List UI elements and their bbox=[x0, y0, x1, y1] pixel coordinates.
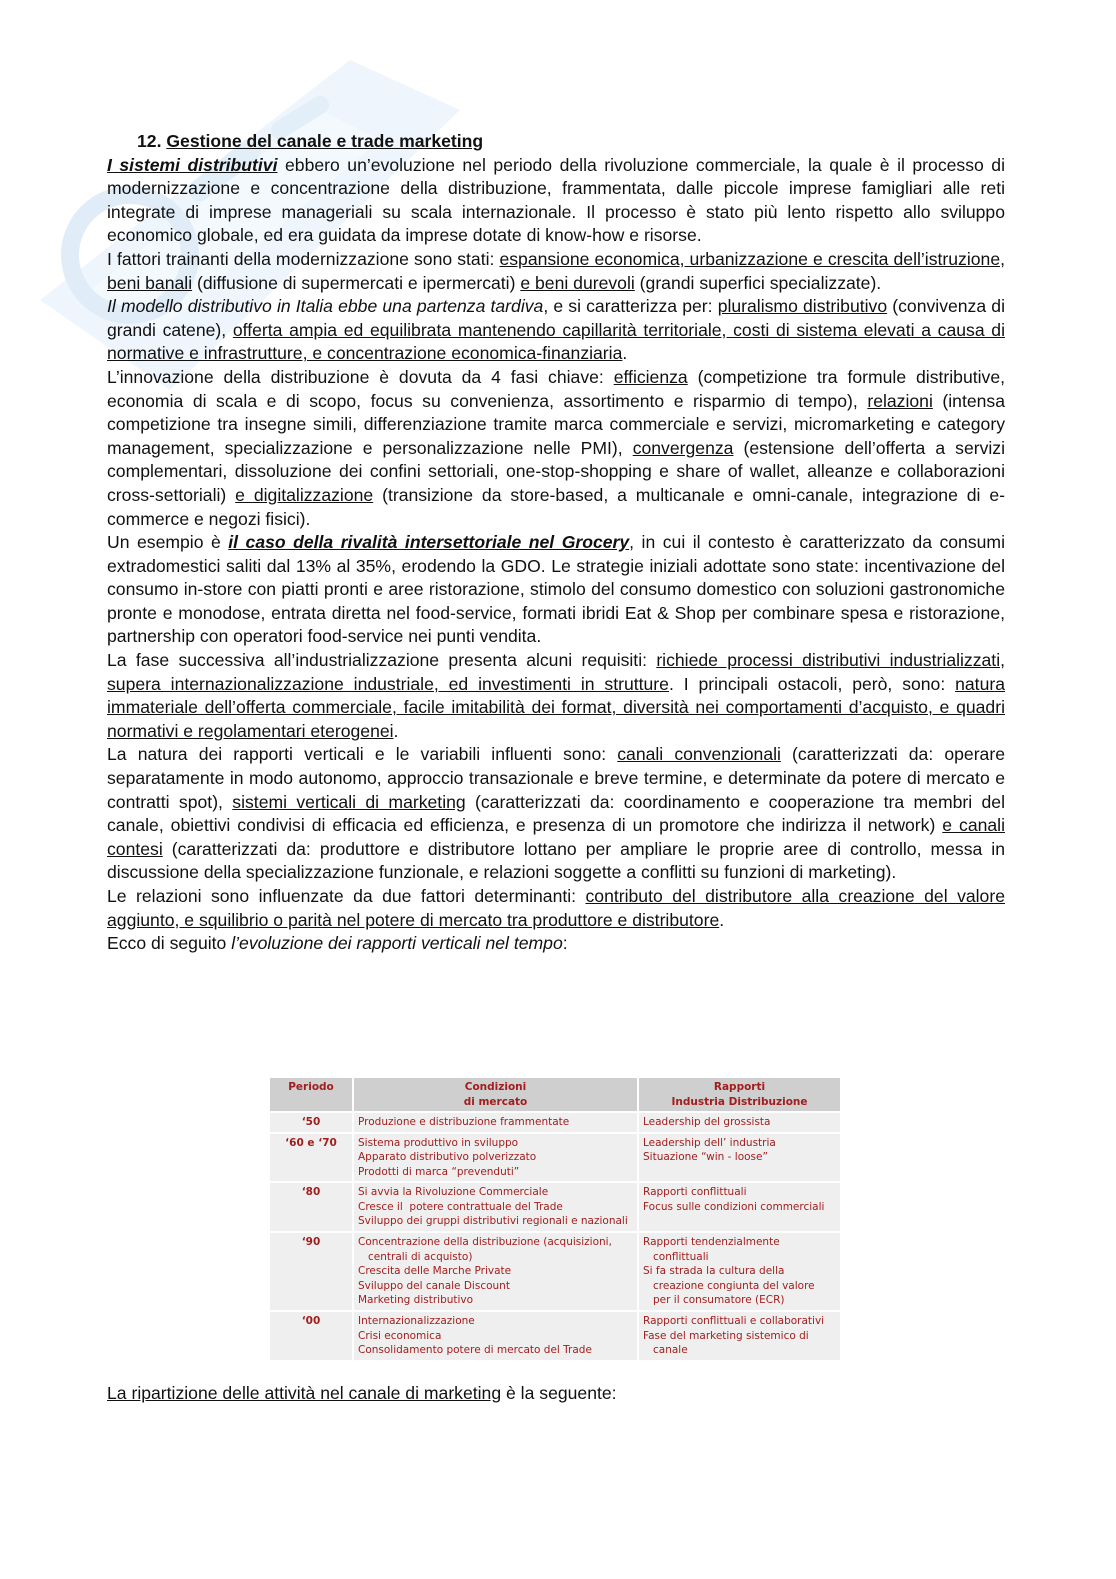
table-row bbox=[270, 1182, 841, 1232]
paragraph-text: (diffusione di supermercati e ipermercati) bbox=[192, 272, 521, 293]
cell-line: Rapporti conflittuali bbox=[643, 1186, 747, 1199]
underlined-text: relazioni bbox=[867, 390, 933, 411]
underlined-text: espansione economica, urbanizzazione e crescita dell’istruzione, beni banali bbox=[107, 248, 1005, 293]
paragraph-text: Ecco di seguito bbox=[107, 933, 232, 954]
paragraph-text: è la seguente: bbox=[501, 1383, 617, 1403]
cell-periodo: ‘60 e ‘70 bbox=[270, 1133, 353, 1183]
paragraph-text: (caratterizzati da: coordinamento e cooperazione tra membri del canale, obiettivi condivisi di efficacia ed efficienza, e presenza di un promotore che indirizza il network) bbox=[107, 791, 1005, 836]
cell-periodo: ‘00 bbox=[270, 1311, 353, 1361]
section-number: 12. bbox=[137, 131, 167, 151]
cell-line: Situazione “win - loose” bbox=[643, 1151, 768, 1164]
cell-condizioni bbox=[353, 1311, 638, 1361]
cell-line: Leadership dell’ industria bbox=[643, 1136, 776, 1149]
term-sistemi-distributivi: I sistemi distributivi bbox=[107, 154, 278, 175]
header-rapporti bbox=[638, 1078, 841, 1112]
header-condizioni bbox=[353, 1078, 638, 1112]
cell-condizioni bbox=[353, 1133, 638, 1183]
paragraph-text: (convivenza di grandi catene), bbox=[107, 296, 1005, 340]
paragraph-text: . bbox=[719, 909, 725, 930]
paragraph-text: (estensione dell’offerta a servizi complementari, dissoluzione dei confini settoriali, one-stop-shopping e share of wallet, alleanze e collaborazioni cross-settoriali) bbox=[107, 437, 1005, 505]
table-body bbox=[270, 1112, 841, 1361]
cell-periodo: ‘50 bbox=[270, 1112, 353, 1133]
underlined-text: canali convenzionali bbox=[617, 744, 781, 765]
cell-line: Marketing distributivo bbox=[358, 1294, 474, 1307]
table-header-row bbox=[270, 1078, 841, 1112]
underlined-text: richiede processi distributivi industrializzati, supera internazionalizzazione industriale, ed investimenti in strutture bbox=[107, 650, 1005, 694]
underlined-text: natura immateriale dell’offerta commerciale, facile imitabilità dei format, diversità nei comportamenti d’acquisto, e quadri normativi e regolamentari eterogenei bbox=[107, 673, 1005, 741]
paragraph-text: : bbox=[562, 933, 568, 954]
cell-line: Sviluppo dei gruppi distributivi regionali e nazionali bbox=[358, 1215, 628, 1228]
paragraph-text: Un esempio è bbox=[107, 532, 229, 553]
paragraph-text: Le relazioni sono influenzate da due fattori determinanti: bbox=[107, 886, 586, 906]
cell-line: Leadership del grossista bbox=[643, 1116, 771, 1128]
underlined-text: e beni durevoli bbox=[520, 272, 635, 293]
header-label: Rapporti bbox=[713, 1081, 766, 1093]
section-heading bbox=[107, 130, 1005, 154]
paragraph-text: La natura dei rapporti verticali e le variabili influenti sono: bbox=[107, 744, 618, 765]
cell-rapporti bbox=[638, 1133, 841, 1183]
cell-line: Concentrazione della distribuzione (acquisizioni, bbox=[358, 1236, 612, 1249]
cell-condizioni bbox=[353, 1182, 638, 1232]
paragraph-text: ebbero un’evoluzione nel periodo della rivoluzione commerciale, la quale è il processo di modernizzazione e concentrazione della distribuzione, frammentata, dalle piccole imprese famigliari alle reti integrate di imprese manageriali su scala internazionale. Il processo è stato più lento rispetto allo sviluppo economico globale, ed era guidata da imprese dotate di know-how e risorse. bbox=[107, 154, 1005, 246]
paragraph-fattori-trainanti bbox=[107, 248, 1005, 295]
paragraph-text: (grandi superfici specializzate). bbox=[634, 272, 882, 293]
paragraph-relazioni bbox=[107, 885, 1005, 932]
table-row bbox=[270, 1232, 841, 1311]
cell-condizioni bbox=[353, 1232, 638, 1311]
cell-line: Focus sulle condizioni commerciali bbox=[643, 1200, 825, 1213]
evolution-table bbox=[270, 1078, 842, 1362]
cell-rapporti bbox=[638, 1182, 841, 1232]
cell-line: Si fa strada la cultura della bbox=[643, 1265, 785, 1278]
cell-line: Crescita delle Marche Private bbox=[358, 1265, 512, 1278]
cell-line: Sviluppo del canale Discount bbox=[358, 1279, 510, 1292]
cell-rapporti bbox=[638, 1232, 841, 1311]
paragraph-text: (transizione da store-based, a multicanale e omni-canale, integrazione di e-commerce e negozi fisici). bbox=[107, 484, 1005, 529]
evolution-table-image bbox=[270, 1078, 842, 1362]
underlined-text: efficienza bbox=[613, 366, 688, 387]
header-label: Periodo bbox=[288, 1081, 334, 1093]
paragraph-sistemi-distributivi bbox=[107, 154, 1005, 248]
underlined-text: sistemi verticali di marketing bbox=[232, 791, 466, 812]
paragraph-text: , e si caratterizza per: bbox=[543, 296, 718, 317]
cell-condizioni bbox=[353, 1112, 638, 1133]
underlined-text: La ripartizione delle attività nel canale di marketing bbox=[107, 1383, 502, 1403]
paragraph-text: . I principali ostacoli, però, sono: bbox=[668, 673, 956, 694]
cell-line: Internazionalizzazione bbox=[358, 1315, 475, 1328]
table-row bbox=[270, 1112, 841, 1133]
paragraph-industrializzazione bbox=[107, 649, 1005, 743]
italic-text: l’evoluzione dei rapporti verticali nel tempo bbox=[231, 933, 563, 954]
italic-text: Il modello distributivo in Italia ebbe una partenza tardiva bbox=[107, 296, 544, 317]
underlined-text: offerta ampia ed equilibrata mantenendo capillarità territoriale, costi di sistema elevati a causa di normative e infrastrutture, e concentrazione economica-finanziaria bbox=[107, 319, 1005, 364]
paragraph-text: I fattori trainanti della modernizzazione sono stati: bbox=[107, 248, 500, 269]
cell-line: Cresce il potere contrattuale del Trade bbox=[358, 1200, 563, 1213]
paragraph-modello-italia bbox=[107, 295, 1005, 366]
closing-line bbox=[107, 1381, 617, 1405]
paragraph-text: (caratterizzati da: produttore e distributore lottano per ampliare le proprie aree di controllo, messa in discussione della specializzazione funzionale, e relazioni soggette a conflitti su funzioni di marketing). bbox=[107, 838, 1005, 883]
paragraph-grocery bbox=[107, 531, 1005, 649]
bold-italic-text: il caso della rivalità intersettoriale nel Grocery bbox=[228, 532, 630, 553]
paragraph-text: (competizione tra formule distributive, economia di scala e di scopo, focus su convenienza, assortimento e risparmio di tempo), bbox=[107, 366, 1005, 411]
header-label: Industria Distribuzione bbox=[671, 1095, 808, 1108]
underlined-text: e digitalizzazione bbox=[235, 484, 374, 505]
cell-line: Apparato distributivo polverizzato bbox=[358, 1151, 537, 1164]
cell-line: Sistema produttivo in sviluppo bbox=[358, 1136, 519, 1149]
underlined-text: pluralismo distributivo bbox=[717, 296, 888, 317]
cell-rapporti bbox=[638, 1112, 841, 1133]
paragraph-text: (intensa competizione tra insegne simili, differenziazione tramite marca commerciale e servizi, micromarketing e category management, specializzazione e personalizzazione nelle PMI), bbox=[107, 390, 1006, 458]
header-label: Condizioni bbox=[464, 1081, 527, 1093]
paragraph-text: , in cui il contesto è caratterizzato da consumi extradomestici saliti dal 13% al 35%, erodendo la GDO. Le strategie iniziali adottate sono state: incentivazione del consumo in-store con piatti pronti e aree ristorazione, stimolo del consumo domestico con soluzioni gastronomiche pronte e monodose, entrata diretta nel food-service, formati ibridi Eat & Shop per combinare spesa e ristorazione, partnership con operatori food-service nei punti vendita. bbox=[107, 532, 1005, 647]
paragraph-text: L’innovazione della distribuzione è dovuta da 4 fasi chiave: bbox=[107, 366, 614, 387]
underlined-text: contributo del distributore alla creazione del valore aggiunto, e squilibrio o parità nel potere di mercato tra produttore e distributore bbox=[107, 886, 1005, 930]
cell-line: creazione congiunta del valore bbox=[643, 1279, 815, 1292]
underlined-text: e canali contesi bbox=[107, 815, 1005, 859]
cell-line: Fase del marketing sistemico di bbox=[643, 1329, 809, 1342]
section-title: Gestione del canale e trade marketing bbox=[166, 131, 484, 151]
cell-line: centrali di acquisto) bbox=[358, 1250, 473, 1263]
cell-line: Prodotti di marca “prevenduti” bbox=[358, 1165, 520, 1178]
paragraph-innovazione bbox=[107, 366, 1005, 531]
table-row bbox=[270, 1311, 841, 1361]
paragraph-text: . bbox=[393, 720, 399, 741]
cell-line: Si avvia la Rivoluzione Commerciale bbox=[358, 1186, 549, 1199]
cell-line: canale bbox=[643, 1344, 688, 1357]
paragraph-text: . bbox=[622, 343, 628, 364]
cell-periodo: ‘80 bbox=[270, 1182, 353, 1232]
document-body bbox=[107, 130, 1005, 956]
paragraph-rapporti-verticali bbox=[107, 743, 1005, 885]
cell-rapporti bbox=[638, 1311, 841, 1361]
cell-line: conflittuali bbox=[643, 1250, 709, 1263]
paragraph-text: (caratterizzati da: operare separatamente in modo autonomo, approccio transazionale e breve termine, e determinate da potere di mercato e contratti spot), bbox=[107, 744, 1005, 812]
cell-periodo: ‘90 bbox=[270, 1232, 353, 1311]
cell-line: Produzione e distribuzione frammentate bbox=[358, 1116, 570, 1128]
paragraph-ecco-di-seguito bbox=[107, 932, 1005, 956]
header-periodo bbox=[270, 1078, 353, 1112]
header-label: di mercato bbox=[463, 1095, 528, 1108]
cell-line: per il consumatore (ECR) bbox=[643, 1294, 785, 1307]
table-row bbox=[270, 1133, 841, 1183]
paragraph-text: La fase successiva all’industrializzazione presenta alcuni requisiti: bbox=[107, 650, 657, 671]
cell-line: Consolidamento potere di mercato del Trade bbox=[358, 1344, 592, 1357]
cell-line: Crisi economica bbox=[358, 1329, 442, 1342]
cell-line: Rapporti tendenzialmente bbox=[643, 1236, 780, 1249]
underlined-text: convergenza bbox=[632, 437, 734, 458]
cell-line: Rapporti conflittuali e collaborativi bbox=[643, 1315, 825, 1328]
